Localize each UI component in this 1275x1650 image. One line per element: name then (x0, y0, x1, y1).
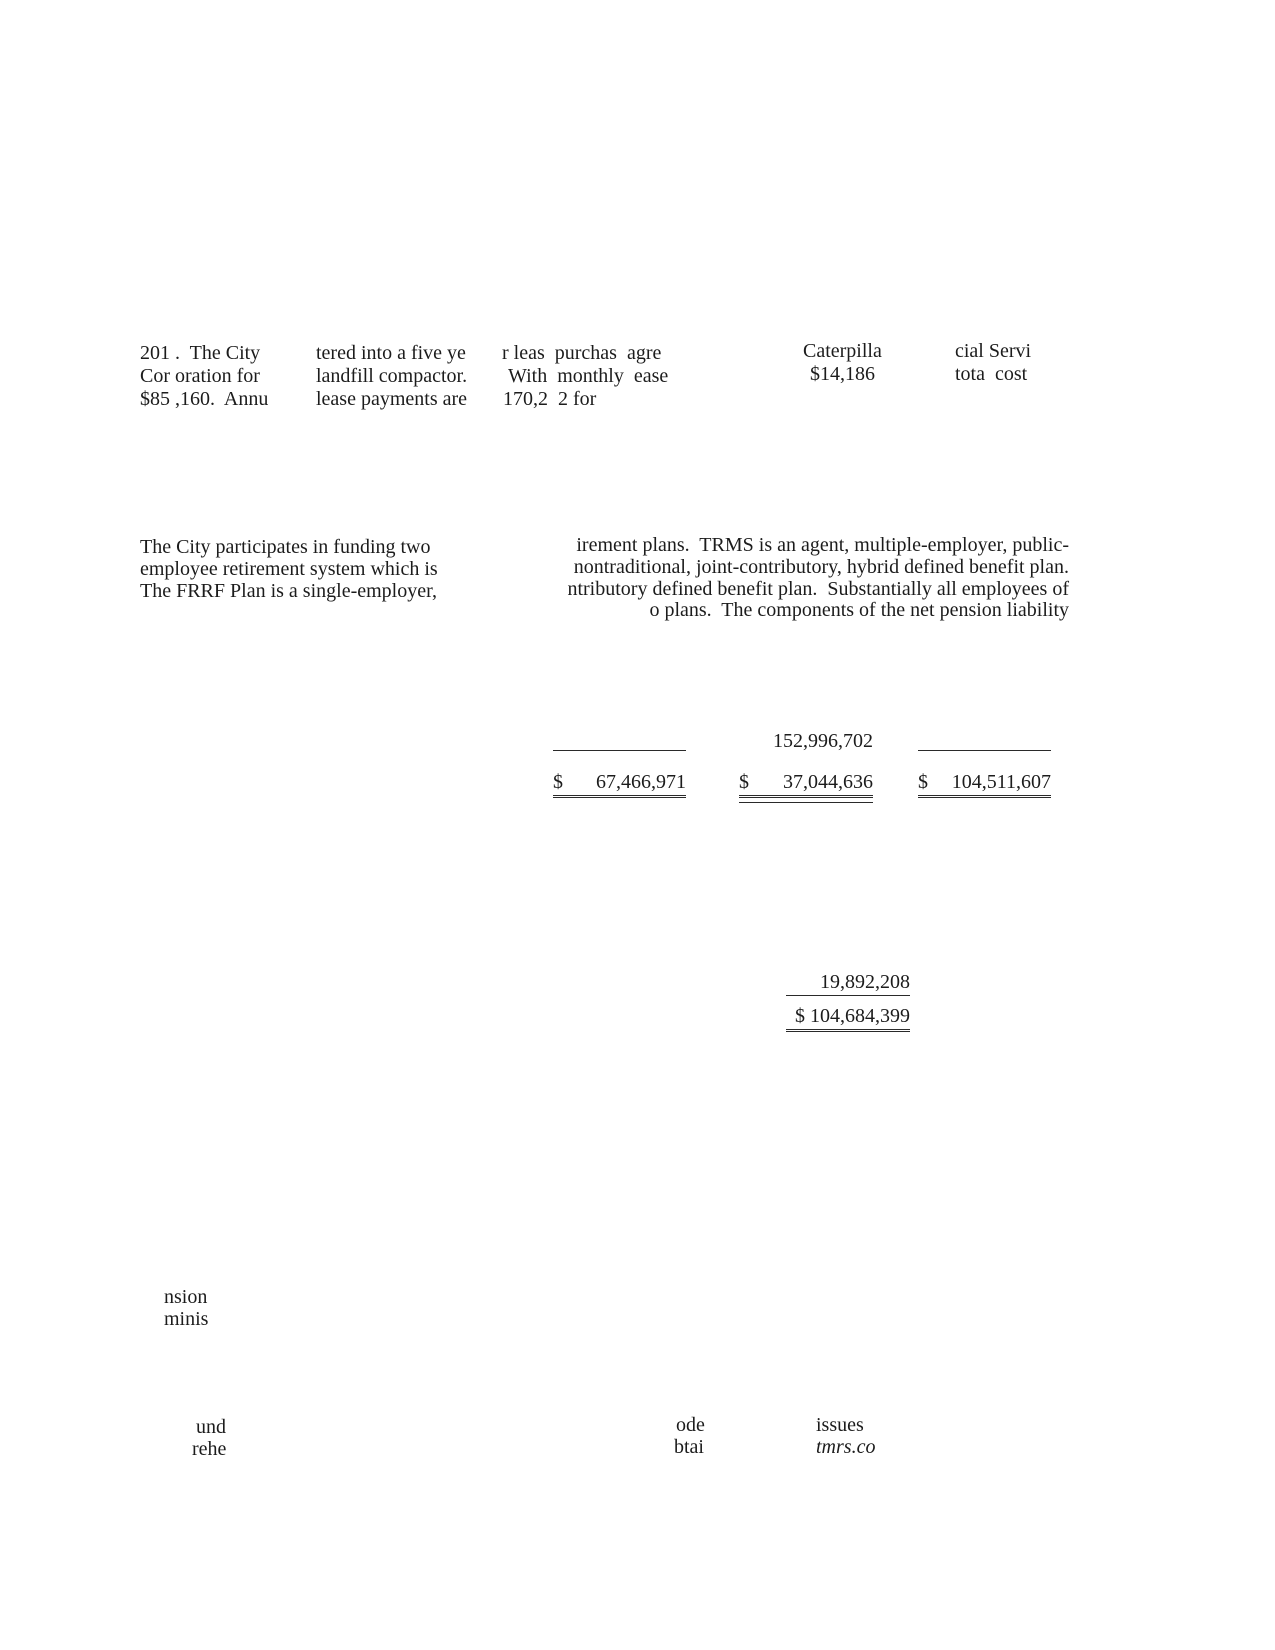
fragment-d-line1: issues (816, 1414, 864, 1436)
lease-col3-line1: r leas purchas agre (502, 342, 662, 364)
pension-left-line3: The FRRF Plan is a single-employer, (140, 580, 437, 602)
lease-col3-line3: 170,2 2 for (503, 388, 597, 410)
fragment-a-line2: minis (164, 1308, 209, 1330)
total-col2-symbol: $ (739, 771, 749, 793)
pension-left-line2: employee retirement system which is (140, 558, 438, 580)
lease-col1-line2: Cor oration for (140, 365, 260, 387)
total-col2 (739, 770, 873, 798)
lease-col2-line2: landfill compactor. (316, 365, 468, 387)
fragment-a-line1: nsion (164, 1286, 208, 1308)
lease-col1-line1: 201 . The City (140, 342, 261, 364)
total-col1-value: 67,466,971 (596, 771, 686, 793)
fragment-d-line2: tmrs.co (816, 1436, 876, 1458)
lease-col5-line1: cial Servi (955, 340, 1032, 362)
fragment-b-line1: und (196, 1416, 226, 1438)
second-subtotal (786, 970, 910, 996)
lease-col5-line2: tota cost (955, 363, 1028, 385)
second-total-value: $ 104,684,399 (795, 1005, 910, 1027)
lease-col3-line2: With monthly ease (508, 365, 669, 387)
lease-col4-line1: Caterpilla (803, 340, 882, 362)
pension-right-line2: nontraditional, joint-contributory, hybrid defined benefit plan. (573, 556, 1069, 578)
second-subtotal-value: 19,892,208 (820, 971, 910, 993)
fragment-b-line2: rehe (192, 1438, 227, 1460)
pension-left-line1: The City participates in funding two (140, 536, 431, 558)
pension-right-line1: irement plans. TRMS is an agent, multiple-employer, public- (576, 534, 1069, 556)
total-col2-value: 37,044,636 (783, 771, 873, 793)
lease-col2-line1: tered into a five ye (316, 342, 466, 364)
subtotal-rule-col1 (553, 750, 686, 751)
second-total (786, 1004, 910, 1032)
subtotal-rule-col3 (918, 750, 1051, 751)
lease-col1-line3: $85 ,160. Annu (140, 388, 269, 410)
total-col3 (918, 770, 1051, 798)
subtotal-col2-value: 152,996,702 (773, 730, 873, 752)
lease-col2-line3: lease payments are (316, 388, 468, 410)
pension-right-line3: ntributory defined benefit plan. Substantially all employees of (567, 578, 1069, 600)
total-col1-symbol: $ (553, 771, 563, 793)
fragment-c-line1: ode (676, 1414, 705, 1436)
fragment-c-line2: btai (674, 1436, 704, 1458)
total-col1 (553, 770, 686, 798)
total-col3-value: 104,511,607 (951, 771, 1051, 793)
total-col3-symbol: $ (918, 771, 928, 793)
lease-col4-line2: $14,186 (810, 363, 875, 385)
pension-right-line4: o plans. The components of the net pension liability (649, 599, 1069, 621)
